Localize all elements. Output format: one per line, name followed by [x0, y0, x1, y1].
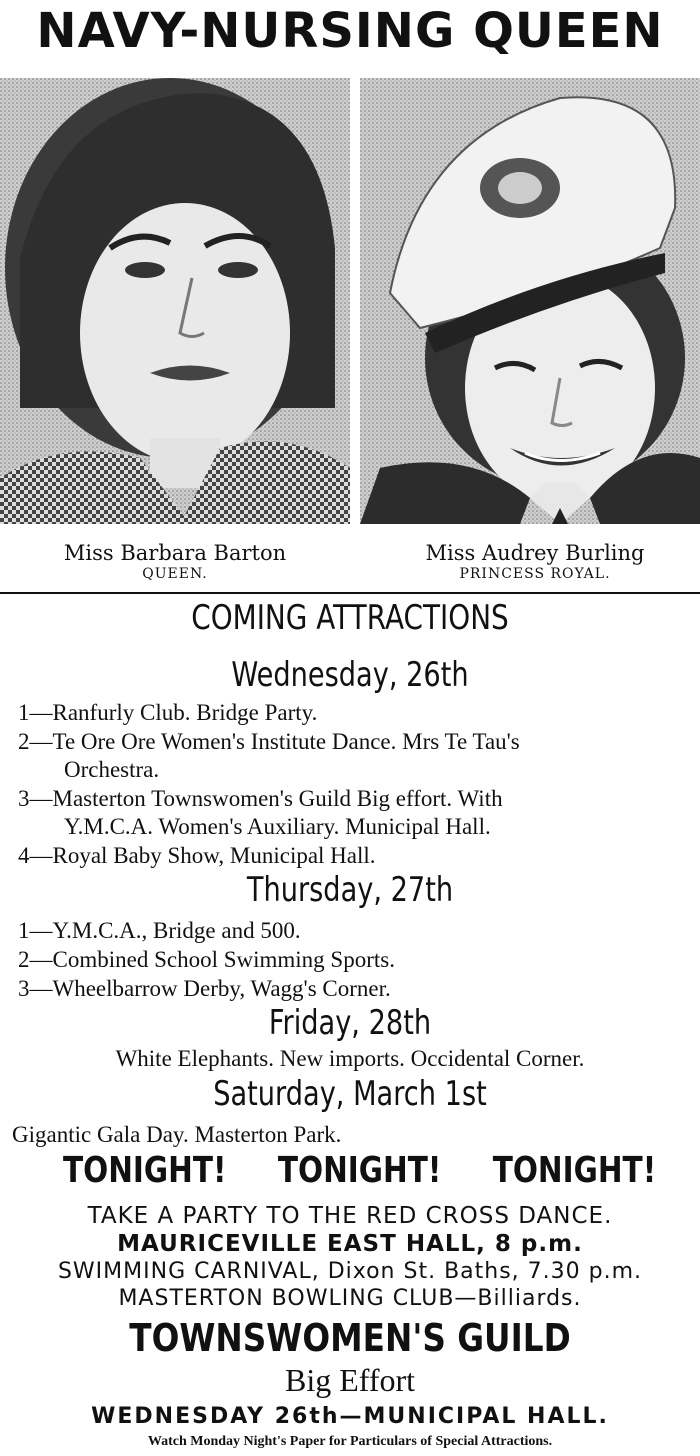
caption-audrey-burling: [375, 540, 695, 582]
caption-name: Miss Audrey Burling: [425, 541, 645, 565]
list-item: 3—Wheelbarrow Derby, Wagg's Corner.: [18, 976, 391, 1001]
list-item: 3—Masterton Townswomen's Guild Big effort. With: [18, 786, 503, 811]
list-item: White Elephants. New imports. Occidental Corner.: [115, 1046, 585, 1071]
day-heading-wednesday: Wednesday, 26th: [231, 655, 469, 695]
guild-subtitle: Big Effort: [284, 1362, 416, 1398]
tonight-word: TONIGHT!: [492, 1150, 657, 1191]
caption-barbara-barton: [15, 540, 335, 582]
portrait-photo-queen: [0, 78, 350, 524]
tonight-line: SWIMMING CARNIVAL, Dixon St. Baths, 7.30 p.m.: [57, 1259, 643, 1284]
day-heading-friday: Friday, 28th: [268, 1003, 432, 1043]
tonight-word: TONIGHT!: [277, 1150, 442, 1191]
guild-date: WEDNESDAY 26th—MUNICIPAL HALL.: [91, 1404, 609, 1429]
tonight-word: TONIGHT!: [63, 1150, 227, 1191]
tonight-banner: [63, 1150, 657, 1191]
caption-title: QUEEN.: [142, 566, 208, 582]
footer-note: Watch Monday Night's Paper for Particulars of Special Attractions.: [147, 1434, 553, 1449]
portrait-photo-princess-royal: [360, 78, 700, 524]
list-item: Orchestra.: [64, 757, 160, 782]
list-item: Gigantic Gala Day. Masterton Park.: [12, 1122, 342, 1147]
tonight-line: MASTERTON BOWLING CLUB—Billiards.: [118, 1286, 582, 1311]
list-item: Y.M.C.A. Women's Auxiliary. Municipal Hall.: [64, 814, 491, 839]
caption-title: PRINCESS ROYAL.: [459, 566, 611, 582]
caption-name: Miss Barbara Barton: [63, 541, 287, 565]
day-heading-thursday: Thursday, 27th: [246, 870, 454, 910]
list-item: 1—Ranfurly Club. Bridge Party.: [18, 700, 318, 725]
list-item: 2—Combined School Swimming Sports.: [18, 947, 395, 972]
coming-attractions-heading: COMING ATTRACTIONS: [191, 598, 509, 638]
day-heading-saturday: Saturday, March 1st: [213, 1074, 487, 1114]
guild-heading: TOWNSWOMEN'S GUILD: [129, 1316, 571, 1360]
list-item: 1—Y.M.C.A., Bridge and 500.: [18, 918, 301, 943]
tonight-line: MAURICEVILLE EAST HALL, 8 p.m.: [117, 1231, 583, 1257]
divider-rule: [0, 592, 700, 594]
masthead-title: NAVY-NURSING QUEEN: [36, 3, 664, 59]
tonight-line: TAKE A PARTY TO THE RED CROSS DANCE.: [87, 1203, 613, 1229]
list-item: 4—Royal Baby Show, Municipal Hall.: [18, 843, 376, 868]
list-item: 2—Te Ore Ore Women's Institute Dance. Mrs Te Tau's: [18, 729, 520, 754]
